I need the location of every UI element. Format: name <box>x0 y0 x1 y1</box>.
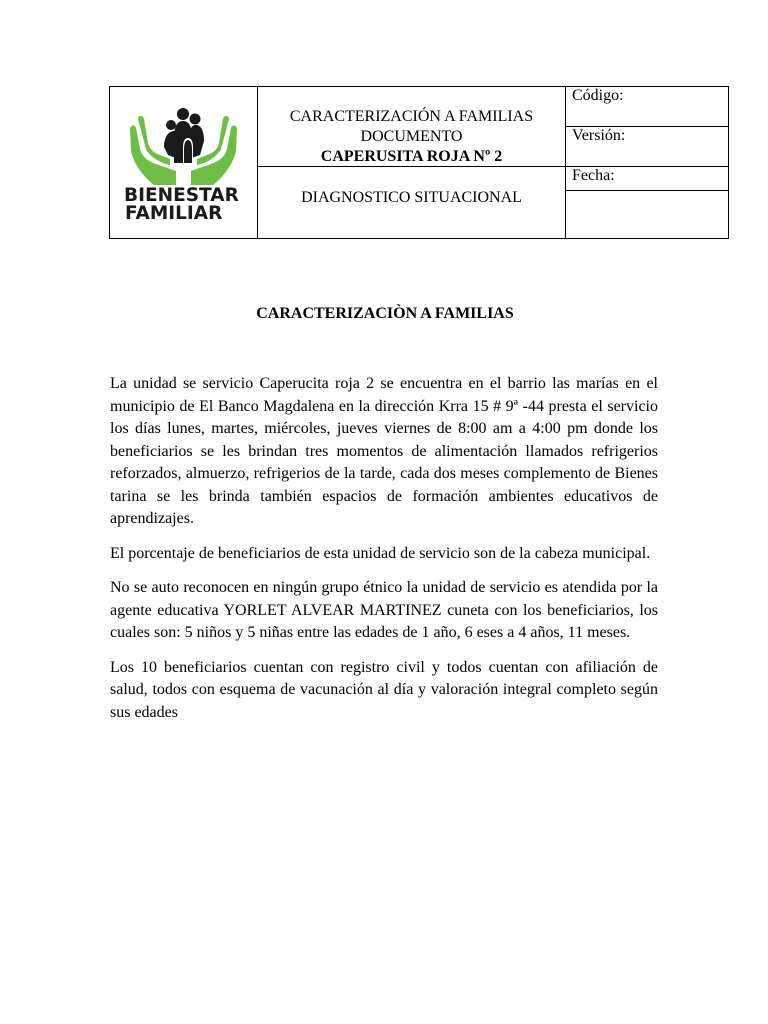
document-header-table <box>109 86 729 239</box>
header-title-line1: CARACTERIZACIÓN A FAMILIAS <box>289 108 534 125</box>
family-hands-icon <box>126 107 241 185</box>
header-title-line3: CAPERUSITA ROJA Nº 2 <box>320 148 503 165</box>
logo-text-bienestar: BIENESTAR <box>124 185 239 206</box>
fecha-value-cell <box>566 191 729 239</box>
header-title-cell <box>258 87 566 167</box>
paragraph-3: No se auto reconocen en ningún grupo étnico la unidad de servicio es atendida por la agente educativa YORLET ALVEAR MARTINEZ cuneta con los beneficiarios, los cuales son: 5 niños y 5 niñas entre las edades de 1 año, 6 eses a 4 años, 11 meses. <box>110 579 658 641</box>
logo-text-familiar: FAMILIAR <box>125 203 223 224</box>
paragraph-2: El porcentaje de beneficiarios de esta unidad de servicio son de la cabeza municipal. <box>110 544 651 562</box>
paragraph-4: Los 10 beneficiarios cuentan con registro civil y todos cuentan con afiliación de salud, todos con esquema de vacunación al día y valoración integral completo según sus edades <box>110 658 658 721</box>
document-body <box>110 373 658 736</box>
fecha-label: Fecha: <box>572 167 615 184</box>
logo-cell <box>110 87 258 239</box>
codigo-cell <box>566 87 729 127</box>
document-title <box>0 305 768 323</box>
paragraph-1: La unidad se servicio Caperucita roja 2 se encuentra en el barrio las marías en el municipio de El Banco Magdalena en la dirección Krra 15 # 9ª -44 presta el servicio los días lunes, martes, miércoles, jueves viernes de 8:00 am a 4:00 pm donde los beneficiarios se les brindan tres momentos de alimentación llamados refrigerios reforzados, almuerzo, refrigerios de la tarde, cada dos meses complemento de Bienes tarina se les brinda también espacios de formación ambientes educativos de aprendizajes. <box>110 375 658 527</box>
codigo-label: Código: <box>572 87 624 104</box>
header-title-line2: DOCUMENTO <box>360 128 463 145</box>
bienestar-familiar-logo <box>110 87 257 237</box>
header-subtitle: DIAGNOSTICO SITUACIONAL <box>301 189 522 206</box>
version-cell <box>566 127 729 167</box>
version-label: Versión: <box>572 127 626 144</box>
header-subtitle-cell <box>258 167 566 239</box>
fecha-cell <box>566 167 729 191</box>
document-title-text: CARACTERIZACIÒN A FAMILIAS <box>256 305 514 322</box>
